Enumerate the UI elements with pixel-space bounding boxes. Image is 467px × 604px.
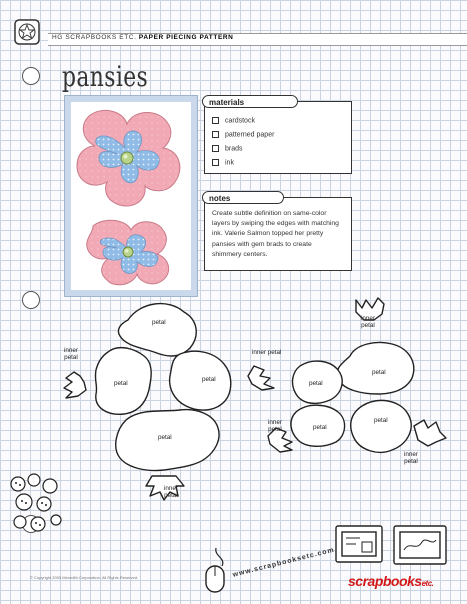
petal-label: petal — [309, 380, 323, 387]
notes-text: Create subtle definition on same-color layers by swiping the edges with matching ink. Valerie Salmon topped her pretty pansies with gem brads to create shimmery centers. — [212, 210, 339, 258]
header-prefix: HG SCRAPBOOKS ETC. — [52, 34, 137, 41]
buttons-doodle-icon — [6, 470, 66, 540]
header-section: PAPER PIECING PATTERN — [138, 34, 234, 41]
inner-petal-label: inner petal — [163, 485, 178, 499]
inner-petal-label: inner petal — [252, 349, 282, 356]
petal-label: petal — [313, 424, 327, 431]
binder-hole-top — [22, 67, 40, 85]
pansy-photo-image — [71, 102, 191, 290]
website-url[interactable]: www.scrapbooksetc.com — [232, 546, 336, 579]
checkbox-icon — [212, 145, 219, 152]
material-item: cardstock — [212, 117, 255, 124]
material-item: patterned paper — [212, 131, 274, 138]
star-badge-icon — [13, 18, 41, 46]
checkbox-icon — [212, 159, 219, 166]
petal-label: petal — [158, 434, 172, 441]
inner-petal-label: inner petal — [360, 315, 375, 329]
petal-label: petal — [372, 369, 386, 376]
material-item: ink — [212, 159, 234, 166]
inner-petal-label: inner petal — [63, 347, 78, 361]
brand-main: crapbooks — [355, 573, 422, 589]
notes-heading: notes — [202, 191, 284, 204]
materials-heading: materials — [202, 95, 298, 108]
petal-label: petal — [202, 376, 216, 383]
checkbox-icon — [212, 117, 219, 124]
computer-doodle-icon — [330, 522, 460, 574]
brand-suffix: etc. — [421, 579, 434, 588]
inner-petal-label: inner petal — [267, 419, 282, 433]
header-label — [52, 34, 233, 41]
pattern-outlines — [0, 290, 467, 520]
checkbox-icon — [212, 131, 219, 138]
petal-label: petal — [374, 417, 388, 424]
inner-petal-label: inner petal — [403, 451, 418, 465]
copyright-text: © Copyright 2005 Meredith Corporation. All Rights Reserved. — [30, 575, 139, 580]
computer-mouse-icon — [196, 546, 236, 596]
sample-photo — [64, 95, 198, 297]
brand-logo: scrapbooksetc. — [348, 573, 434, 589]
petal-label: petal — [114, 380, 128, 387]
material-item: brads — [212, 145, 243, 152]
petal-label: petal — [152, 319, 166, 326]
page-title: pansies — [62, 60, 149, 93]
